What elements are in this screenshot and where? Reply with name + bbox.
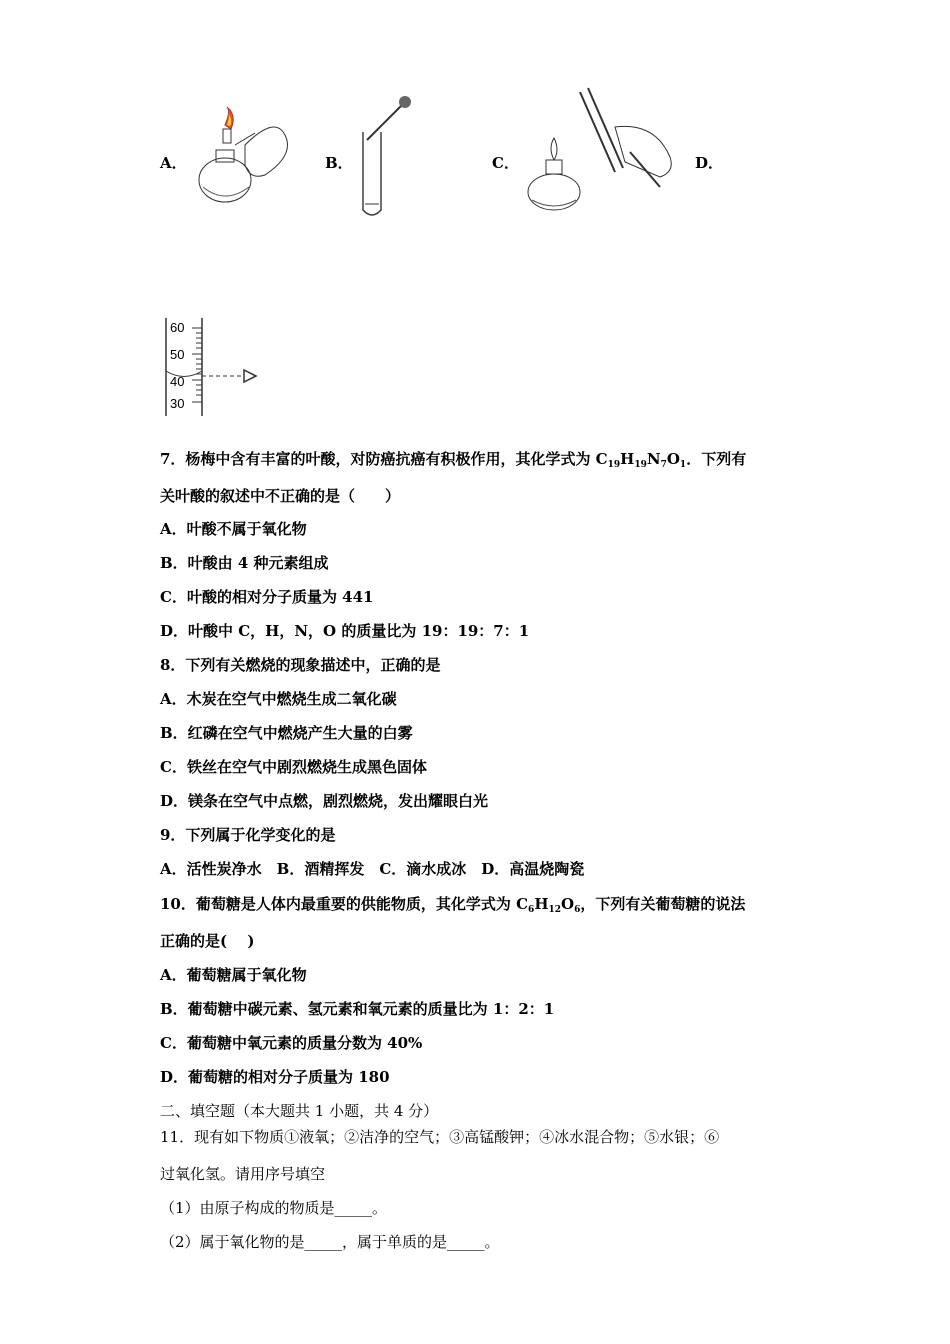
question-10-option-a: A．葡萄糖属于氧化物 — [160, 966, 307, 984]
question-10-stem: 10．葡萄糖是人体内最重要的供能物质，其化学式为 $C_6H_{12}O_6$，下列有关葡萄糖的说法 — [160, 895, 746, 915]
question-8-option-c: C．铁丝在空气中剧烈燃烧生成黑色固体 — [160, 758, 427, 776]
question-8-option-d: D．镁条在空气中点燃，剧烈燃烧，发出耀眼白光 — [160, 792, 489, 810]
question-11-stem: 11．现有如下物质①液氧；②洁净的空气；③高锰酸钾；④冰水混合物；⑤水银；⑥ — [160, 1128, 720, 1146]
option-a-label: A． — [160, 154, 187, 172]
question-7-option-c: C．叶酸的相对分子质量为 441 — [160, 588, 374, 606]
question-8-option-b: B．红磷在空气中燃烧产生大量的白雾 — [160, 724, 413, 742]
question-9-options: A．活性炭净水 B．酒精挥发 C．滴水成冰 D．高温烧陶瓷 — [160, 860, 585, 878]
alcohol-lamp-lighting-figure — [185, 105, 295, 215]
tick-label: 40 — [170, 374, 185, 389]
question-10-option-b: B．葡萄糖中碳元素、氢元素和氧元素的质量比为 1：2：1 — [160, 1000, 555, 1018]
section-2-title: 二、填空题（本大题共 1 小题，共 4 分） — [160, 1102, 439, 1120]
question-11-sub-1: （1）由原子构成的物质是_____。 — [160, 1199, 388, 1217]
question-10-stem-cont: 正确的是( ) — [160, 932, 255, 950]
tick-label: 60 — [170, 320, 185, 335]
option-c-label: C． — [492, 154, 519, 172]
tick-label: 30 — [170, 396, 185, 411]
question-7-stem-cont: 关叶酸的叙述中不正确的是（ ） — [160, 487, 401, 505]
question-7-stem: 7．杨梅中含有丰富的叶酸，对防癌抗癌有积极作用，其化学式为 $C_{19}H_{19}N_7O_1$．下列有 — [160, 450, 747, 470]
option-b-label: B． — [325, 154, 353, 172]
question-7-option-a: A．叶酸不属于氧化物 — [160, 520, 307, 538]
question-11-sub-2: （2）属于氧化物的是_____，属于单质的是_____。 — [160, 1233, 500, 1251]
tick-label: 50 — [170, 347, 185, 362]
question-9-stem: 9．下列属于化学变化的是 — [160, 826, 336, 844]
dropper-test-tube-figure — [355, 92, 415, 222]
question-10-option-d: D．葡萄糖的相对分子质量为 180 — [160, 1068, 390, 1086]
question-7-option-b: B．叶酸由 4 种元素组成 — [160, 554, 329, 572]
question-11-stem-cont: 过氧化氢。请用序号填空 — [160, 1165, 326, 1183]
question-7-option-d: D．叶酸中 C，H，N，O 的质量比为 19：19：7：1 — [160, 622, 530, 640]
option-d-label: D． — [695, 154, 724, 172]
eye-icon — [244, 370, 256, 382]
question-10-option-c: C．葡萄糖中氧元素的质量分数为 40% — [160, 1034, 423, 1052]
heating-test-tube-figure — [520, 82, 690, 217]
question-8-stem: 8．下列有关燃烧的现象描述中，正确的是 — [160, 656, 441, 674]
question-8-option-a: A．木炭在空气中燃烧生成二氧化碳 — [160, 690, 397, 708]
graduated-cylinder-figure — [160, 316, 270, 418]
